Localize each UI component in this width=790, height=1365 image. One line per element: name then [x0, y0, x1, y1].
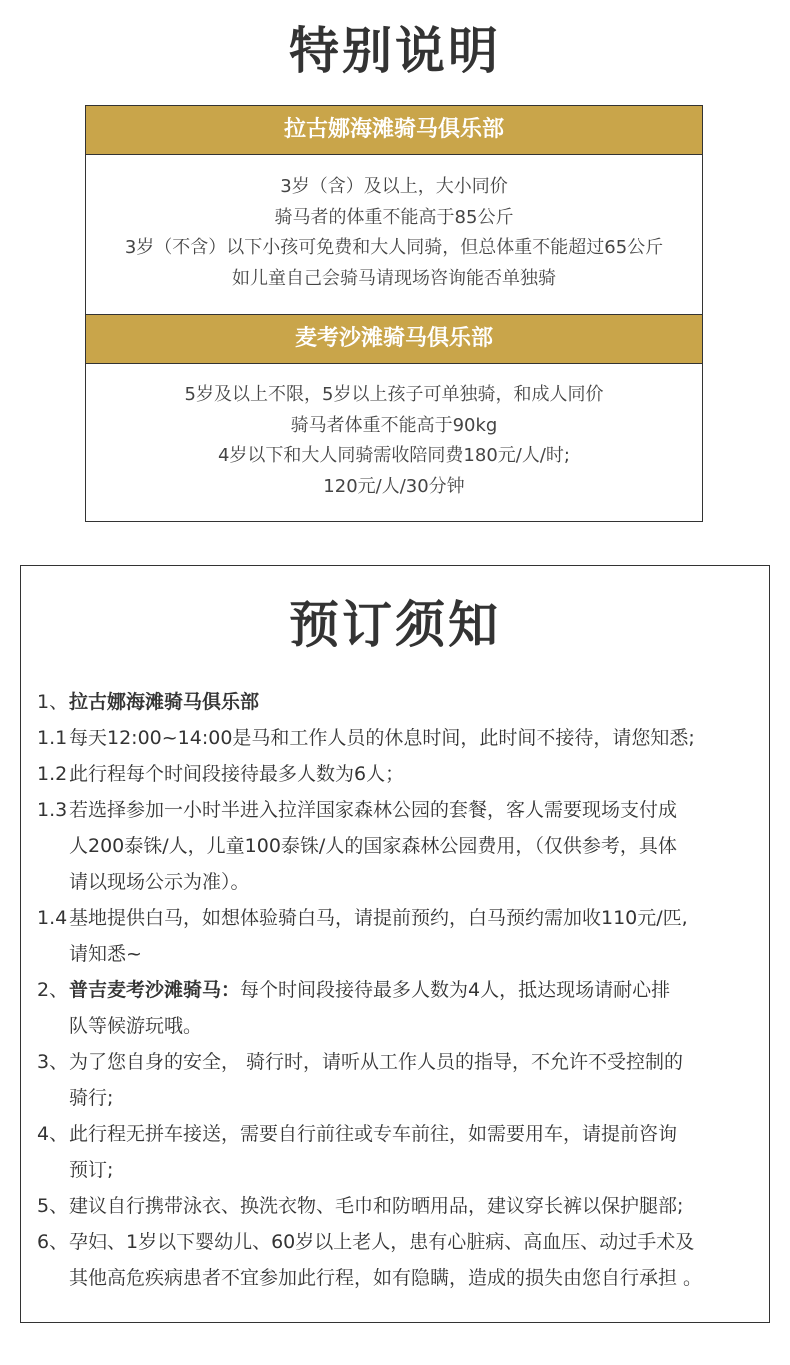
item-line: 此行程每个时间段接待最多人数为6人； — [69, 763, 405, 785]
club-rules-laguna — [86, 155, 702, 314]
item-number: 1.1 — [37, 727, 68, 749]
special-notes-title: 特别说明 — [289, 22, 501, 80]
club-header-laguna: 拉古娜海滩骑马俱乐部 — [86, 106, 702, 155]
item-line: 为了您自身的安全， 骑行时，请听从工作人员的指导，不允许不受控制的 — [69, 1051, 684, 1073]
item-number: 5、 — [37, 1195, 69, 1217]
item-text: 每个时间段接待最多人数为4人，抵达现场请耐心排 — [240, 979, 671, 1001]
item-line: 队等候游玩哦。 — [69, 1015, 203, 1037]
item-number: 2、 — [37, 979, 69, 1001]
club-rules-maikao — [86, 364, 702, 520]
notice-item-5 — [37, 1188, 762, 1224]
notice-list — [37, 684, 762, 1296]
item-number: 6、 — [37, 1231, 69, 1253]
rule-line: 5岁及以上不限，5岁以上孩子可单独骑，和成人同价 — [184, 384, 604, 405]
item-line: 其他高危疾病患者不宜参加此行程，如有隐瞒，造成的损失由您自行承担 。 — [69, 1267, 703, 1289]
item-number: 1.2 — [37, 763, 68, 785]
rule-line: 3岁（不含）以下小孩可免费和大人同骑，但总体重不能超过65公斤 — [124, 237, 664, 258]
notice-item-2 — [37, 972, 762, 1044]
notice-item-1-2 — [37, 756, 762, 792]
item-line: 请以现场公示为准）。 — [69, 871, 250, 893]
item-line: 请知悉~ — [69, 943, 142, 965]
item-line: 每天12:00~14:00是马和工作人员的休息时间，此时间不接待，请您知悉; — [69, 727, 695, 749]
item-number: 3、 — [37, 1051, 69, 1073]
notice-item-1-1 — [37, 720, 762, 756]
booking-notice-panel — [20, 565, 770, 1323]
notice-item-1-4 — [37, 900, 762, 972]
item-line: 基地提供白马，如想体验骑白马，请提前预约，白马预约需加收110元/匹, — [69, 907, 688, 929]
notice-item-4 — [37, 1116, 762, 1188]
item-number: 1、 — [37, 691, 69, 713]
item-number: 1.4 — [37, 907, 68, 929]
item-line — [69, 972, 762, 1008]
rule-line: 120元/人/30分钟 — [323, 475, 465, 497]
item-line: 建议自行携带泳衣、换洗衣物、毛巾和防晒用品，建议穿长裤以保护腿部; — [69, 1195, 684, 1217]
notice-item-3 — [37, 1044, 762, 1116]
notice-item-1-3 — [37, 792, 762, 900]
club-rules-table — [85, 105, 703, 522]
rule-line: 4岁以下和大人同骑需收陪同费180元/人/时; — [217, 445, 570, 466]
item-line: 骑行; — [69, 1087, 114, 1109]
notice-item-6 — [37, 1224, 762, 1296]
rule-line: 3岁（含）及以上，大小同价 — [280, 176, 508, 197]
booking-notice-title: 预订须知 — [289, 596, 501, 654]
item-line: 若选择参加一小时半进入拉洋国家森林公园的套餐，客人需要现场支付成 — [69, 799, 678, 821]
item-heading: 拉古娜海滩骑马俱乐部 — [69, 691, 260, 713]
rule-line: 骑马者的体重不能高于85公斤 — [274, 206, 514, 228]
item-line: 预订; — [69, 1159, 114, 1181]
rule-line: 骑马者体重不能高于90kg — [290, 414, 498, 436]
item-line: 此行程无拼车接送，需要自行前往或专车前往，如需要用车，请提前咨询 — [69, 1123, 678, 1145]
item-heading: 普吉麦考沙滩骑马： — [69, 979, 241, 1001]
item-number: 4、 — [37, 1123, 69, 1145]
item-line: 孕妇、1岁以下婴幼儿、60岁以上老人，患有心脏病、高血压、动过手术及 — [69, 1231, 695, 1253]
club-header-maikao: 麦考沙滩骑马俱乐部 — [86, 314, 702, 364]
rule-line: 如儿童自己会骑马请现场咨询能否单独骑 — [232, 267, 556, 289]
item-line: 人200泰铢/人，儿童100泰铢/人的国家森林公园费用，（仅供参考，具体 — [69, 835, 677, 857]
notice-item-1 — [37, 684, 762, 720]
item-number: 1.3 — [37, 799, 68, 821]
